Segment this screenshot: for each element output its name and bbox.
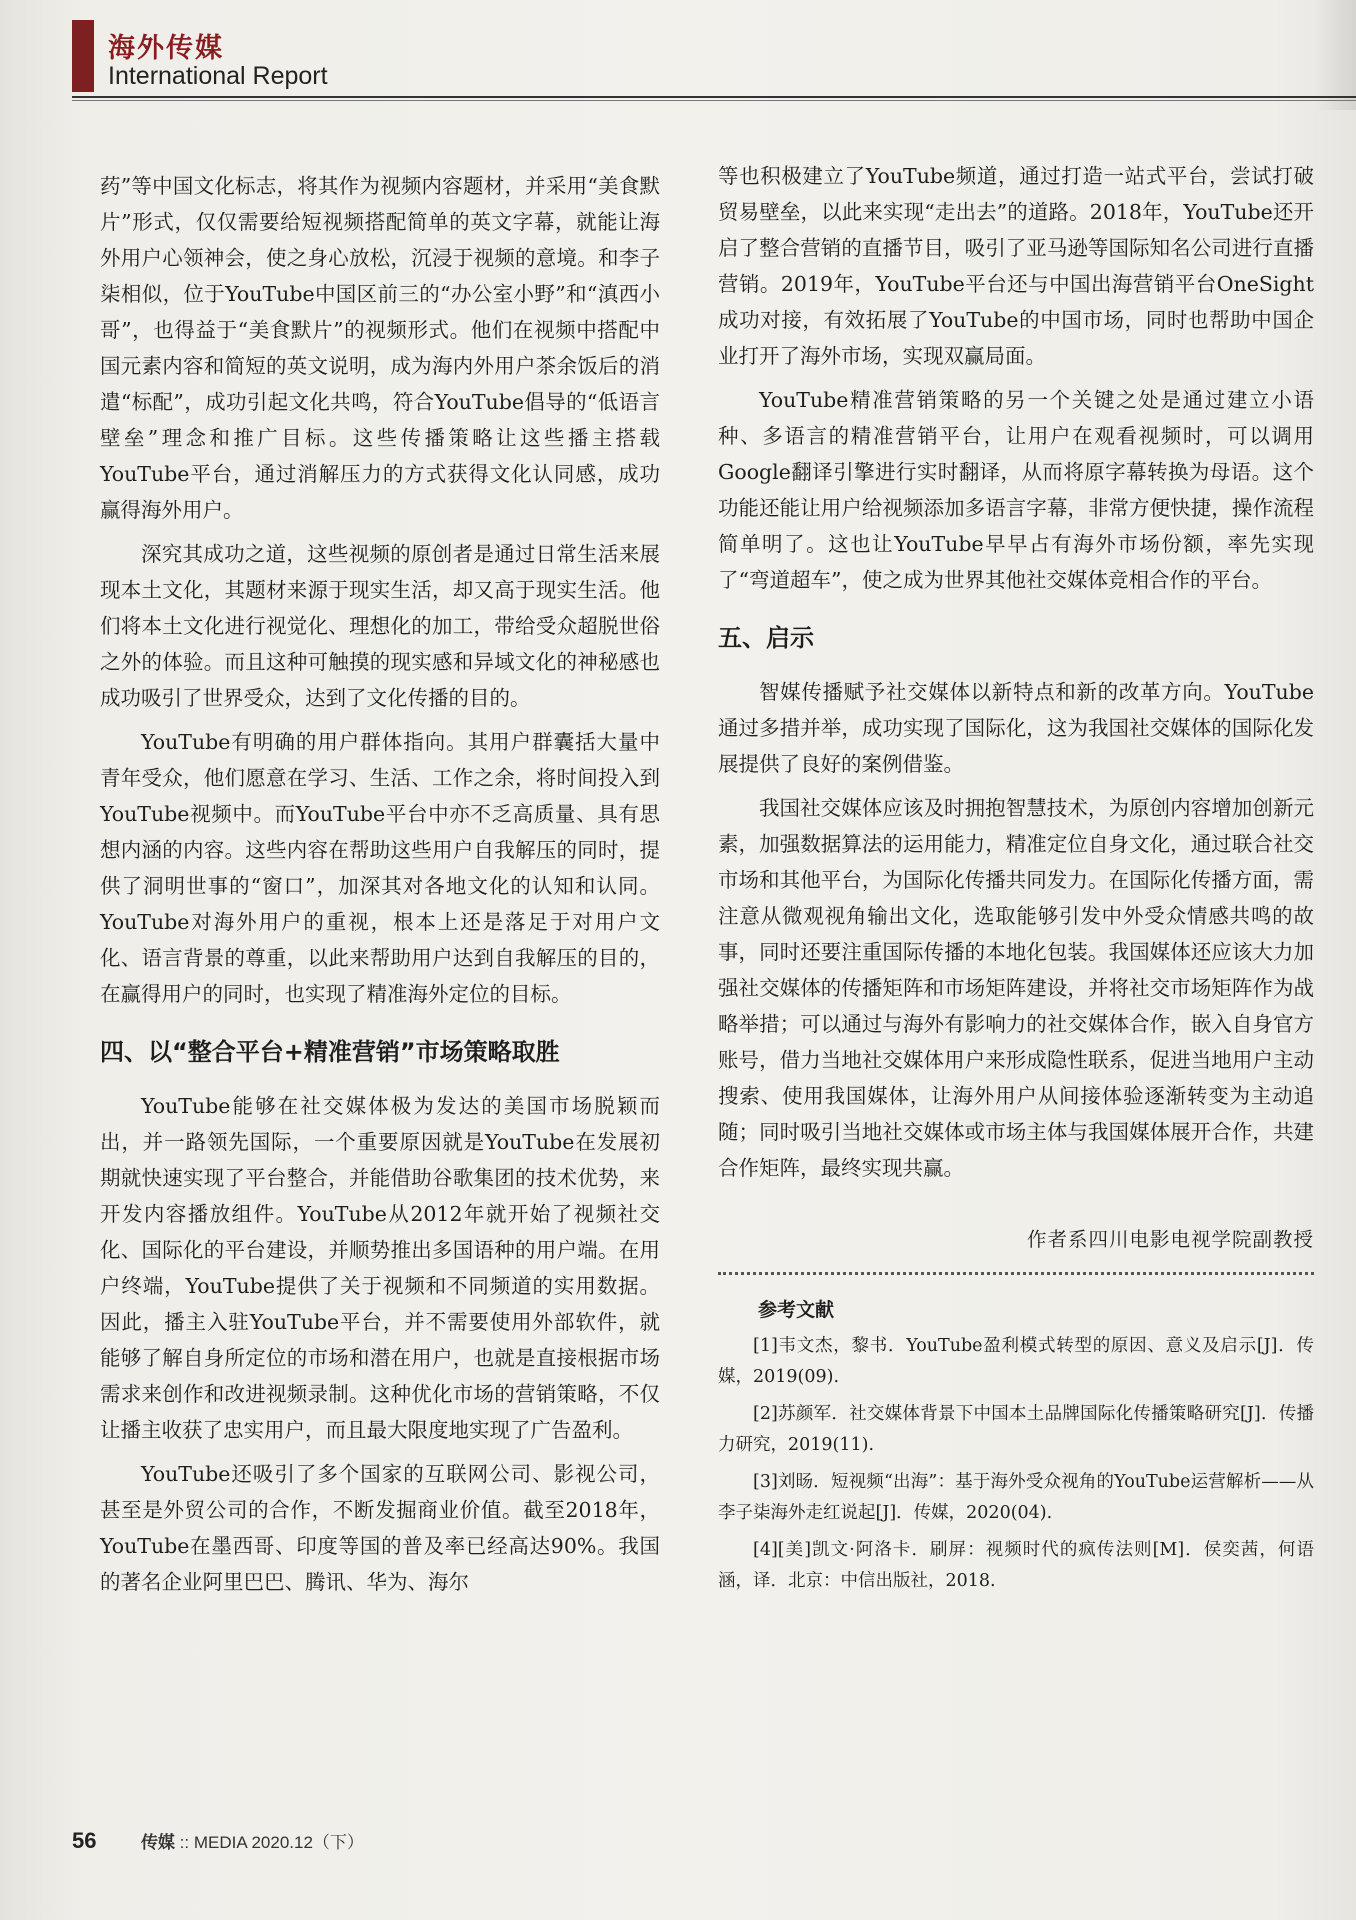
page-curl-shadow [1316,0,1356,110]
reference-item: [3]刘旸．短视频“出海”：基于海外受众视角的YouTube运营解析——从李子柒海外走红说起[J]．传媒，2020(04). [718,1472,1314,1523]
paragraph: YouTube能够在社交媒体极为发达的美国市场脱颖而出，并一路领先国际，一个重要原因就是YouTube在发展初期就快速实现了平台整合，并能借助谷歌集团的技术优势，来开发内容播放组件。YouTube从2012年就开始了视频社交化、国际化的平台建设，并顺势推出多国语种的用户端。在用户终端，YouTube提供了关于视频和不同频道的实用数据。因此，播主入驻YouTube平台，并不需要使用外部软件，就能够了解自身所定位的市场和潜在用户，也就是直接根据市场需求来创作和改进视频录制。这种优化市场的营销策略，不仅让播主收获了忠实用户，而且最大限度地实现了广告盈利。 [100,1094,660,1442]
journal-name: 传媒 [140,1833,175,1852]
reference-item: [1]韦文杰，黎书．YouTube盈利模式转型的原因、意义及启示[J]．传媒，2019(09). [718,1336,1314,1387]
section-heading: 五、启示 [718,624,814,652]
page-footer [72,1828,364,1854]
paragraph: 智媒传播赋予社交媒体以新特点和新的改革方向。YouTube通过多措并举，成功实现了国际化，这为我国社交媒体的国际化发展提供了良好的案例借鉴。 [718,680,1314,776]
journal-issue: :: MEDIA 2020.12（下） [179,1833,364,1852]
section-title-cn: 海外传媒 [108,33,224,64]
paragraph: YouTube精准营销策略的另一个关键之处是通过建立小语种、多语言的精准营销平台，让用户在观看视频时，可以调用Google翻译引擎进行实时翻译，从而将原字幕转换为母语。这个功能还能让用户给视频添加多语言字幕，非常方便快捷，操作流程简单明了。这也让YouTube早早占有海外市场份额，率先实现了“弯道超车”，使之成为世界其他社交媒体竞相合作的平台。 [718,388,1314,592]
section-title-en: International Report [108,62,328,90]
left-column [100,168,660,1600]
reference-item: [4][美]凯文·阿洛卡．刷屏：视频时代的疯传法则[M]．侯奕茜，何语涵，译．北京：中信出版社，2018. [718,1540,1314,1591]
paragraph: YouTube还吸引了多个国家的互联网公司、影视公司，甚至是外贸公司的合作，不断发掘商业价值。截至2018年，YouTube在墨西哥、印度等国的普及率已经高达90%。我国的著名企业阿里巴巴、腾讯、华为、海尔 [100,1462,660,1594]
header-rule-thin [72,100,1356,101]
paragraph: 我国社交媒体应该及时拥抱智慧技术，为原创内容增加创新元素，加强数据算法的运用能力，精准定位自身文化，通过联合社交市场和其他平台，为国际化传播共同发力。在国际化传播方面，需注意从微观视角输出文化，选取能够引发中外受众情感共鸣的故事，同时还要注重国际传播的本地化包装。我国媒体还应该大力加强社交媒体的传播矩阵和市场矩阵建设，并将社交市场矩阵作为战略举措；可以通过与海外有影响力的社交媒体合作，嵌入自身官方账号，借力当地社交媒体用户来形成隐性联系，促进当地用户主动搜索、使用我国媒体，让海外用户从间接体验逐渐转变为主动追随；同时吸引当地社交媒体或市场主体与我国媒体展开合作，共建合作矩阵，最终实现共赢。 [718,796,1314,1180]
references-title: 参考文献 [758,1299,835,1321]
section-color-bar [72,20,94,92]
paragraph: 药”等中国文化标志，将其作为视频内容题材，并采用“美食默片”形式，仅仅需要给短视频搭配简单的英文字幕，就能让海外用户心领神会，使之身心放松，沉浸于视频的意境。和李子柒相似，位于YouTube中国区前三的“办公室小野”和“滇西小哥”，也得益于“美食默片”的视频形式。他们在视频中搭配中国元素内容和简短的英文说明，成为海内外用户茶余饭后的消遣“标配”，成功引起文化共鸣，符合YouTube倡导的“低语言壁垒”理念和推广目标。这些传播策略让这些播主搭载YouTube平台，通过消解压力的方式获得文化认同感，成功赢得海外用户。 [100,174,660,522]
author-note: 作者系四川电影电视学院副教授 [1026,1228,1314,1251]
reference-item: [2]苏颜军．社交媒体背景下中国本土品牌国际化传播策略研究[J]．传播力研究，2019(11). [718,1404,1314,1455]
section-heading: 四、以“整合平台+精准营销”市场策略取胜 [100,1038,560,1066]
paragraph: YouTube有明确的用户群体指向。其用户群囊括大量中青年受众，他们愿意在学习、生活、工作之余，将时间投入到YouTube视频中。而YouTube平台中亦不乏高质量、具有思想内涵的内容。这些内容在帮助这些用户自我解压的同时，提供了洞明世事的“窗口”，加深其对各地文化的认知和认同。YouTube对海外用户的重视，根本上还是落足于对用户文化、语言背景的尊重，以此来帮助用户达到自我解压的目的，在赢得用户的同时，也实现了精准海外定位的目标。 [100,730,660,1006]
paragraph: 深究其成功之道，这些视频的原创者是通过日常生活来展现本土文化，其题材来源于现实生活，却又高于现实生活。他们将本土文化进行视觉化、理想化的加工，带给受众超脱世俗之外的体验。而且这种可触摸的现实感和异域文化的神秘感也成功吸引了世界受众，达到了文化传播的目的。 [100,542,660,710]
paragraph: 等也积极建立了YouTube频道，通过打造一站式平台，尝试打破贸易壁垒，以此来实现“走出去”的道路。2018年，YouTube还开启了整合营销的直播节目，吸引了亚马逊等国际知名公司进行直播营销。2019年，YouTube平台还与中国出海营销平台OneSight成功对接，有效拓展了YouTube的中国市场，同时也帮助中国企业打开了海外市场，实现双赢局面。 [718,164,1314,368]
dotted-divider [718,1272,1314,1275]
header-rule [72,96,1356,98]
journal-info [141,1828,364,1853]
right-column [718,158,1314,1603]
page-number: 56 [72,1828,97,1853]
